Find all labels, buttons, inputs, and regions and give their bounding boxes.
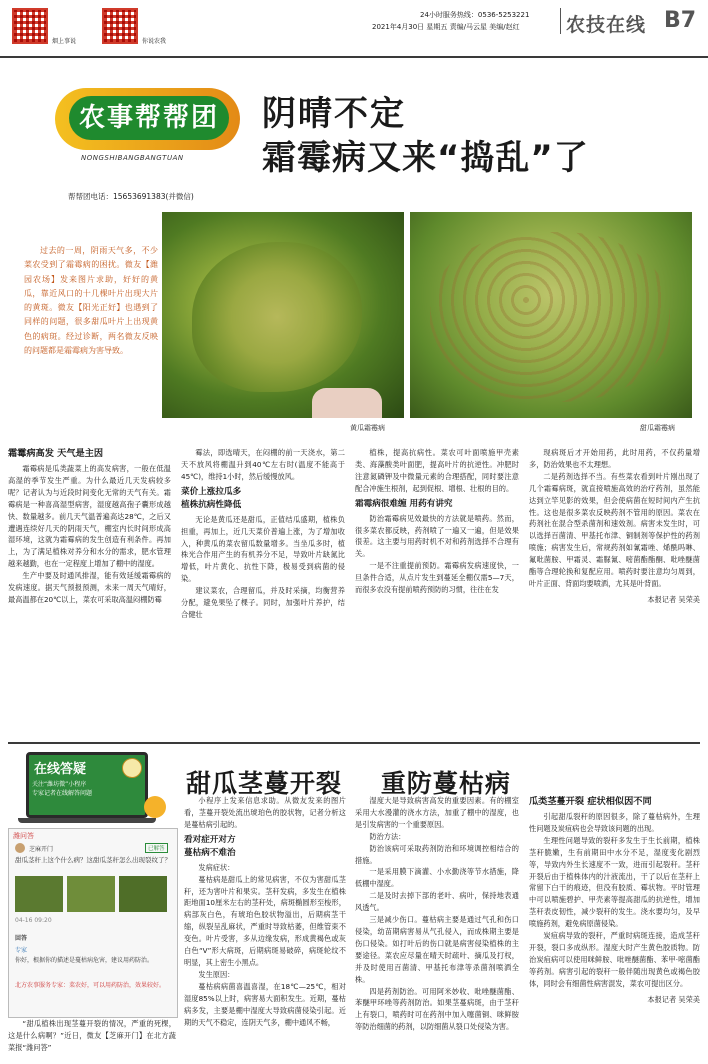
photo2-caption: 甜瓜霜霉病 [640, 424, 675, 432]
photo1-caption: 黄瓜霜霉病 [350, 424, 385, 432]
article1-column-3 [355, 447, 519, 737]
subheading: 霜霉病很难缠 用药有讲究 [355, 498, 453, 509]
paragraph: 建议菜农，合理留瓜，并及时采摘，均衡营养分配，避免果坠了棵子。同时，加强叶片养护，结合健壮 [181, 586, 345, 619]
paragraph: 一是采用膜下滴灌、小水勤浇等节水措施，降低棚中湿度。 [355, 867, 519, 889]
section-divider [560, 8, 561, 34]
question-user: 芝麻开门 [29, 846, 54, 853]
paragraph: 霜霉病是瓜类蔬菜上的高发病害，一般在低温高湿的季节发生严重。为什么最近几天发病较多呢？记者认为与近段时间变化无常的天气有关。霜霉病是一种喜高湿型病害，湿度越高孢子囊形成越快、数量越多。前几天气温普遍高达28℃，之后又遭遇连续好几天的阴雨天气，棚室内长时间形成高湿环境，这就为霜霉病的发生创造有利条件。再加上，为了满足植株对养分和水分的需求，肥水管理越来越勤，也在一定程度上增加了棚中的湿度。 [8, 464, 171, 569]
paragraph: 四是药剂防治。可用阿米妙收、吡唑醚菌酯、苯醚甲环唑等药剂防治。如果茎蔓病斑，由于茎秆上有裂口，喷药时可在药剂中加入噻菌铜、咪鲜胺等防治细菌的药剂，以防细菌从裂口处侵染为害。 [355, 986, 519, 1032]
paragraph: 炭疽病导致的裂秆，严重时病斑连接，造成茎秆开裂，裂口多成纵形。湿度大时产生黄色胶质物。防治炭疽病可以使用咪鲜胺、吡唑醚菌酯、苯甲·嘧菌酯等药剂。病害引起的裂秆一般伴随出现黄色或褐色胶体，同时会有细菌性病害混发，菜农可提出区分。 [529, 931, 700, 988]
article2-lead [8, 1018, 176, 1062]
paragraph: 防治方法： [369, 831, 406, 841]
paragraph: 蔓枯病病菌喜温喜湿，在18℃—25℃，相对湿度85%以上时，病害易大面积发生。近期，蔓枯病多发，主要是棚中湿度大导致病菌侵染引起。近期的天气不稳定，连阴天气多，棚中通风不畅， [184, 981, 346, 1027]
article1-column-1 [8, 447, 171, 737]
article2-column-4 [529, 795, 700, 1062]
subheading: 菜价上涨拉瓜多 植株抗病性降低 [181, 486, 242, 510]
cucumber-leaf-photo[interactable] [162, 212, 404, 418]
dateline: 2021年4月30日 星期五 责编/马云星 美编/赵红 [372, 23, 520, 31]
paragraph: 二是药剂选择不当。有些菜农看到叶片刚出现了几个霜霉病斑，就直接喷施高效的治疗药剂，虽然能达到立竿见影的效果，但会使病菌在短时间内产生抗性。这也是很多菜农反映药剂不管用的原因。菜农在药剂社在混合型杀菌剂和速效剂。病害未发生时，可以选择百菌清、甲基托布津、铜制剂等保护性的药剂喷施；病害发生后，常规药剂如氰霜唑、烯酰吗啉、氟吡菌胺、甲霜灵、霜脲氰、嘧菌酯酯酮、吡唑醚菌酯等合理轮换和复配应用。喷药时要注意均匀周到，叶片正面、背面均要喷洒，尤其是叶背面。 [529, 471, 700, 588]
paragraph: 引起甜瓜裂秆的原因很多，除了蔓枯病外，生理性问题及炭疽病也会导致该问题的出现。 [529, 812, 700, 833]
reply-user: 专家 [15, 947, 28, 954]
avatar [15, 843, 25, 853]
laptop-base [18, 818, 156, 823]
article1-title-line2: 霜霉病又来“捣乱”了 [262, 138, 589, 178]
section-title: 农技在线 [566, 14, 647, 36]
logo-block [55, 88, 240, 180]
qr2-caption: 你说农我 [142, 38, 167, 45]
question-photo-1[interactable] [15, 876, 63, 912]
app-title: 潍问答 [13, 832, 34, 840]
subheading: 瓜类茎蔓开裂 症状相似因不同 [529, 796, 652, 807]
paragraph: 防治霜霉病见效最快的方法就是喷药。然而，很多菜农都反映，药剂喷了一遍又一遍，但是效果很差。这主要与用药时机不对和药剂选择不合理有关。 [355, 513, 519, 559]
paragraph: 防治该病可采取药剂防治和环境调控相结合的措施。 [355, 843, 519, 865]
paragraph: 无论是黄瓜还是甜瓜，正值结瓜盛期，植株负担重，再加上，近几天菜价普遍上涨，为了增加收入，种黄瓜的菜农留瓜数量增多。当坐瓜多时，植株光合作用产生的有机养分不足，导致叶片缺氮比增低，叶片黄化、抗性下降，极易受到病菌的侵染。 [181, 514, 345, 584]
article2-column-3 [355, 795, 519, 1062]
lead-paragraph: 过去的一周，阴雨天气多，不少菜农受到了霜霉病的困扰。微友【潍园农场】发来图片求助，好好的黄瓜，靠近风口的十几棵叶片出现大片的黄斑。微友【阳光正好】也遇到了同样的问题，很多甜瓜叶片上出现黄色的病斑。经过诊断，两名微友反映的问题都是霜霉病为害导致。 [24, 246, 158, 356]
article2-column-2 [184, 795, 346, 1062]
helpline: 帮帮团电话：15653691383(并微信) [68, 192, 194, 201]
paragraph: 蔓枯病是甜瓜上的常见病害，不仅为害甜瓜茎秆，还为害叶片和果实。茎秆发病，多发生在植株距地面10厘米左右的茎秆处，病斑椭圆形至梭形，病部灰白色，有琥珀色胶状物溢出，后期病茎干缩，纵裂呈乱麻状，严重时导致枯萎，但维管束不变色。叶片受害，多从边缘发病，形成黄褐色或灰白色“V”形大病斑，后期病斑易破碎，病斑轮纹不明显，其上密生小黑点。 [184, 874, 346, 967]
byline: 本报记者 吴荣美 [647, 594, 700, 604]
byline: 本报记者 吴荣美 [647, 994, 700, 1004]
reply-text: 你好，根据你的描述是蔓枯病危害，建议用药防治。 [15, 957, 154, 964]
paragraph: 一是不注重提前预防。霜霉病发病速度快，一旦条件合适，从点片发生到蔓延全棚仅需5—7天，而很多农没有提前喷药预防的习惯，往往在发 [355, 561, 519, 595]
section-divider-rule [8, 742, 700, 744]
leaf-shape [192, 242, 362, 392]
qr-code-1[interactable] [12, 8, 48, 44]
question-date: 04-16 09:20 [15, 917, 52, 924]
paragraph: 湿度大是导致病害高发的重要因素。有的棚室采用大水漫灌的浇水方法，加重了棚中的湿度，也是引发病害的一个重要原因。 [355, 796, 519, 829]
badge-subtitle: 关注“潍坊微”小程序 专家记者在线解答问题 [32, 781, 93, 797]
badge-title: 在线答疑 [34, 762, 87, 777]
logo-pinyin: NONGSHIBANGBANGTUAN [81, 154, 184, 162]
paragraph: 霉法，即选晴天，在闷棚的前一天浇水，第二天不放风将棚温升到40℃左右时(温度不能高于45℃)，维持1小时，然后缓慢放风。 [181, 448, 345, 481]
paragraph: 现病斑后才开始用药，此时用药，不仅药量增多，防治效果也不太理想。 [529, 448, 700, 469]
paragraph: 小程序上发来信息求助。从微友发来的图片看，茎蔓开裂处流出琥珀色的胶状物，记者分析这是蔓枯病引起的。 [184, 796, 346, 829]
masthead [0, 0, 708, 60]
mascot-icon [122, 758, 142, 778]
leaf-spots [430, 232, 670, 402]
qr1-caption: 烟上事说 [52, 38, 77, 45]
header-rule [0, 56, 708, 58]
online-qa-badge[interactable] [18, 750, 164, 826]
answered-badge: 已解答 [145, 843, 168, 853]
article1-column-2 [181, 447, 345, 737]
hand-shape [312, 388, 382, 418]
logo-title: 农事帮帮团 [69, 96, 229, 140]
paragraph: 发病症状： [198, 862, 235, 872]
question-photo-3[interactable] [119, 876, 167, 912]
page-number: B7 [664, 8, 697, 33]
paragraph: 发生原因： [198, 969, 235, 979]
article1-column-4 [529, 447, 700, 737]
paragraph: “甜瓜植株出现茎蔓开裂的情况，严重的死棵，这是什么病啊？”近日，微友【芝麻开门】在北方蔬菜报“潍问答” [8, 1019, 176, 1052]
hotline: 24小时服务热线：0536-5253221 [420, 11, 530, 19]
question-photo-2[interactable] [67, 876, 115, 912]
qr-code-2[interactable] [102, 8, 138, 44]
subheading: 看对症开对方 蔓枯病不难治 [184, 834, 236, 858]
qa-app-screenshot[interactable] [8, 828, 178, 1018]
paragraph: 三是减少伤口。蔓枯病主要是通过气孔和伤口侵染，幼苗期病害易从气孔侵入，而成株期主要是伤口侵染。如打叶后的伤口就是病害侵染植株的主要途径。菜农应尽量在晴天时疏叶、摘瓜及打杈，并及时使用百菌清、甲基托布津等杀菌剂喷洒全株。 [355, 915, 519, 984]
article2-title: 甜瓜茎蔓开裂 重防蔓枯病 [186, 769, 511, 798]
melon-leaf-photo[interactable] [410, 212, 692, 418]
reply-footer: 北方农事服务专家：菜农好，可以用药防治，效果较好。 [15, 982, 166, 989]
article1-title-line1: 阴晴不定 [262, 94, 406, 134]
hand-pointer-icon [144, 796, 166, 818]
paragraph: 生产中要及时通风排湿，能有效延缓霜霉病的发病速度。据天气预报预测，未来一周天气晴好，最高温都在20℃以上，菜农可采取高温闷棚防霉 [8, 571, 171, 604]
paragraph: 植株，提高抗病性。菜农可叶面喷施甲壳素类、海藻酸类叶面肥，提高叶片的抗逆性。冲肥时注意氮磷钾及中微量元素的合理搭配，同时要注意配合冲施生根剂，起到促根、增根、壮根的目的。 [355, 448, 519, 493]
reply-label: 回答 [15, 935, 28, 942]
subheading: 霜霉病高发 天气是主因 [8, 448, 104, 459]
paragraph: 二是及时去掉下部的老叶、病叶，保持地表通风透气。 [355, 891, 519, 913]
paragraph: 生理性问题导致的裂秆多发生于生长前期，植株茎秆脆嫩，生有前期田中水分不足，湿度变化剧烈等，导致内外生长速度不一致，进而引起裂秆。茎秆开裂后由于植株体内的汁液流出，干了以后在茎秆上常留下白干的痕迹，但没有胶质、霉状物。平时管理中可以喷施碧护、甲壳素等提高甜瓜的抗逆性，增加茎秆表皮韧性，减少裂秆的发生。浇水要均匀，及早喷施药剂，避免病原菌侵染。 [529, 835, 700, 929]
question-text: 甜瓜茎秆上这个什么病？这甜瓜茎秆怎么出现裂纹了？ [15, 856, 171, 864]
